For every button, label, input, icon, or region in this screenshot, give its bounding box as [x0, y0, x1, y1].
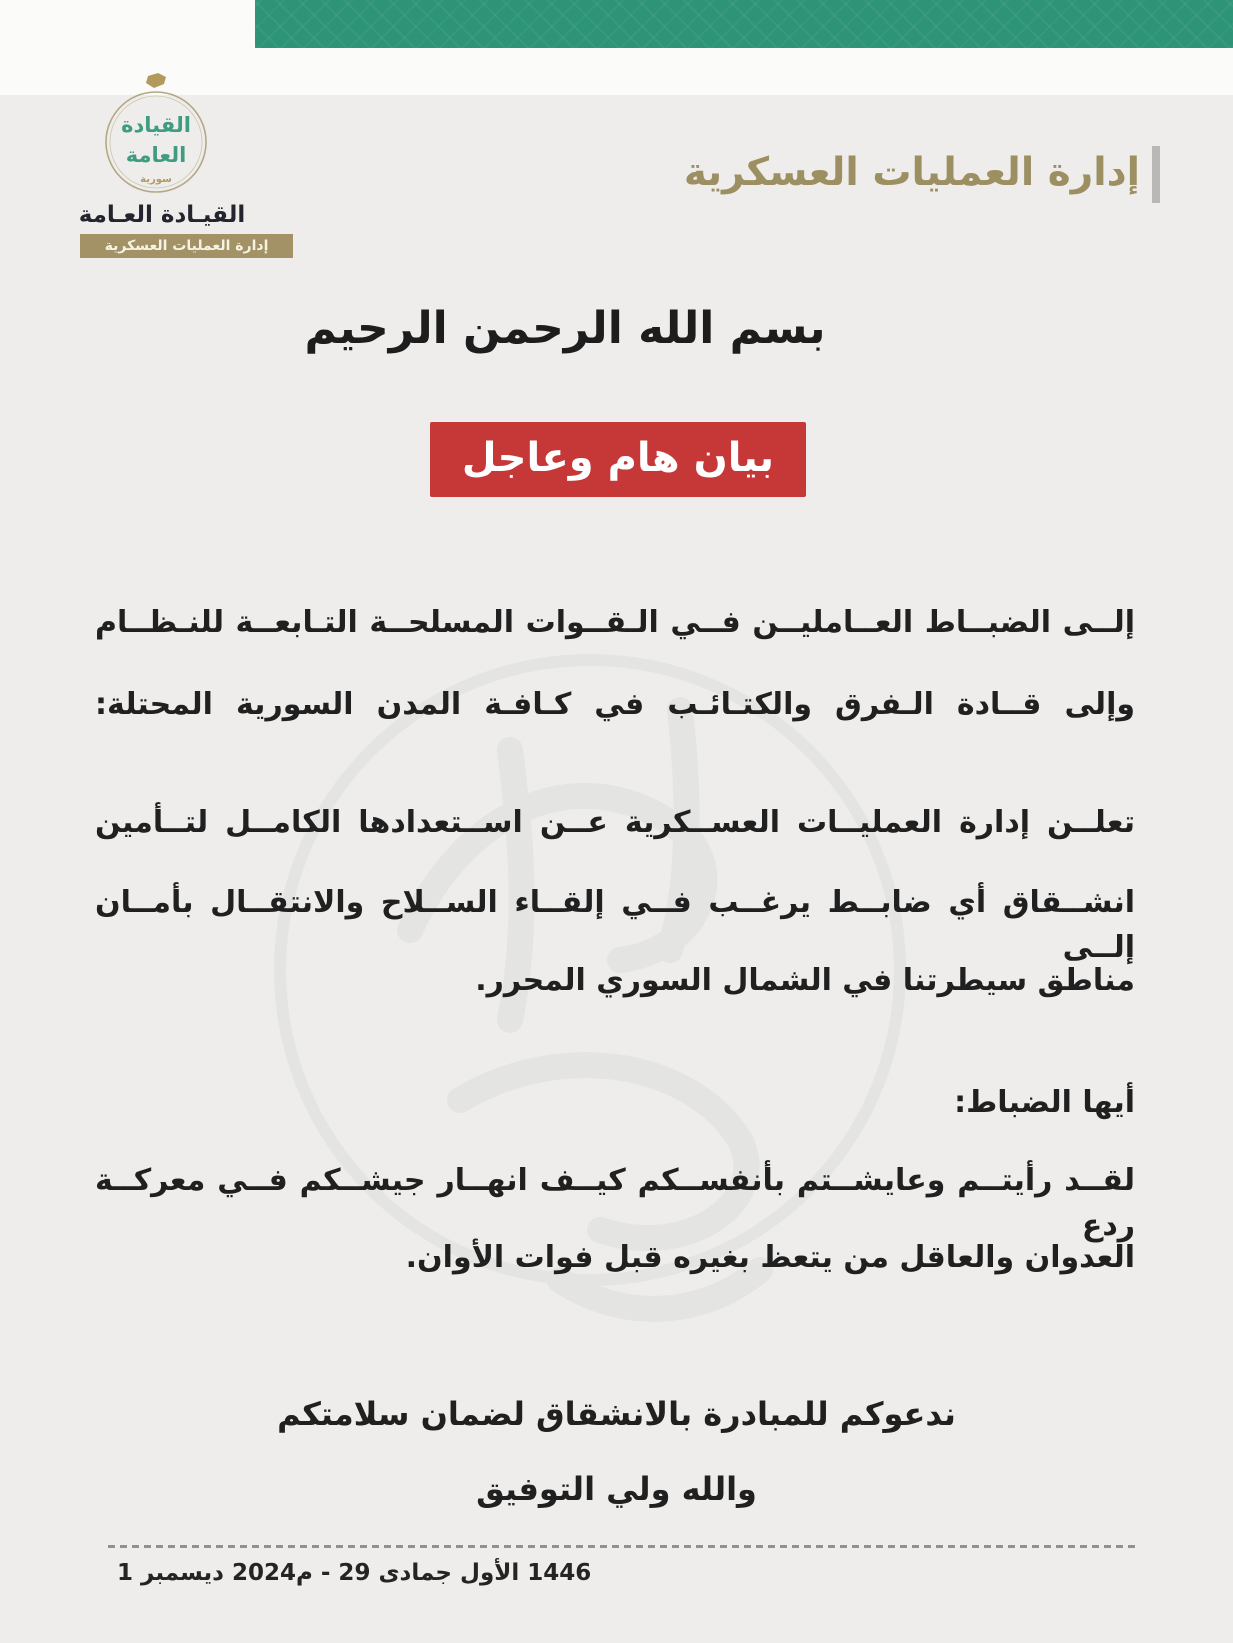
- closing-blessing: والله ولي التوفيق: [476, 1470, 757, 1508]
- announcement-line-3: مناطق سيطرتنا في الشمال السوري المحرر.: [475, 963, 1135, 998]
- emblem-country-label: سورية: [140, 174, 172, 185]
- addressee-line-2: وإلى قــادة الـفرق والكتـائـب في كـافـة المدن السورية المحتلة:: [95, 687, 1135, 722]
- org-name: القيـادة العـامة: [78, 202, 246, 228]
- basmala: بسم الله الرحمن الرحيم: [304, 303, 826, 354]
- warning-line-2: العدوان والعاقل من يتعظ بغيره قبل فوات الأوان.: [405, 1240, 1135, 1275]
- warning-line-1: لقــد رأيتــم وعايشــتم بأنفســكم كيــف انهــار جيشــكم فــي معركــة ردع: [95, 1163, 1135, 1243]
- header-green-band: [255, 0, 1233, 48]
- footer-dashed-separator: [108, 1545, 1140, 1548]
- department-badge: إدارة العمليات العسكرية: [80, 234, 293, 258]
- salutation: أيها الضباط:: [954, 1085, 1135, 1120]
- emblem-word-bottom: العامة: [125, 143, 187, 167]
- closing-call: ندعوكم للمبادرة بالانشقاق لضمان سلامتكم: [277, 1395, 956, 1433]
- date-line: 1 ⁨ديسمبر⁩ 2024⁨م⁩ - 29 ⁨جمادى⁩ ⁨الأول⁩ 1446: [117, 1560, 592, 1586]
- announcement-line-1: تعلــن إدارة العمليــات العســكرية عــن اســتعدادها الكامــل لتــأمين: [95, 805, 1135, 840]
- title-divider-bar: [1152, 146, 1160, 203]
- urgent-statement-badge: بيان هام وعاجل: [430, 422, 806, 497]
- syria-map-icon: [146, 73, 166, 88]
- general-command-emblem: [100, 68, 212, 200]
- page-title: إدارة العمليات العسكرية: [683, 150, 1140, 195]
- addressee-line-1: إلــى الضبــاط العــامليــن فــي الـقــوات المسلحــة التـابعــة للنـظــام: [95, 605, 1135, 640]
- emblem-word-top: القيادة: [121, 113, 191, 137]
- announcement-line-2: انشــقاق أي ضابــط يرغــب فــي إلقــاء الســلاح والانتقــال بأمــان إلــى: [95, 885, 1135, 965]
